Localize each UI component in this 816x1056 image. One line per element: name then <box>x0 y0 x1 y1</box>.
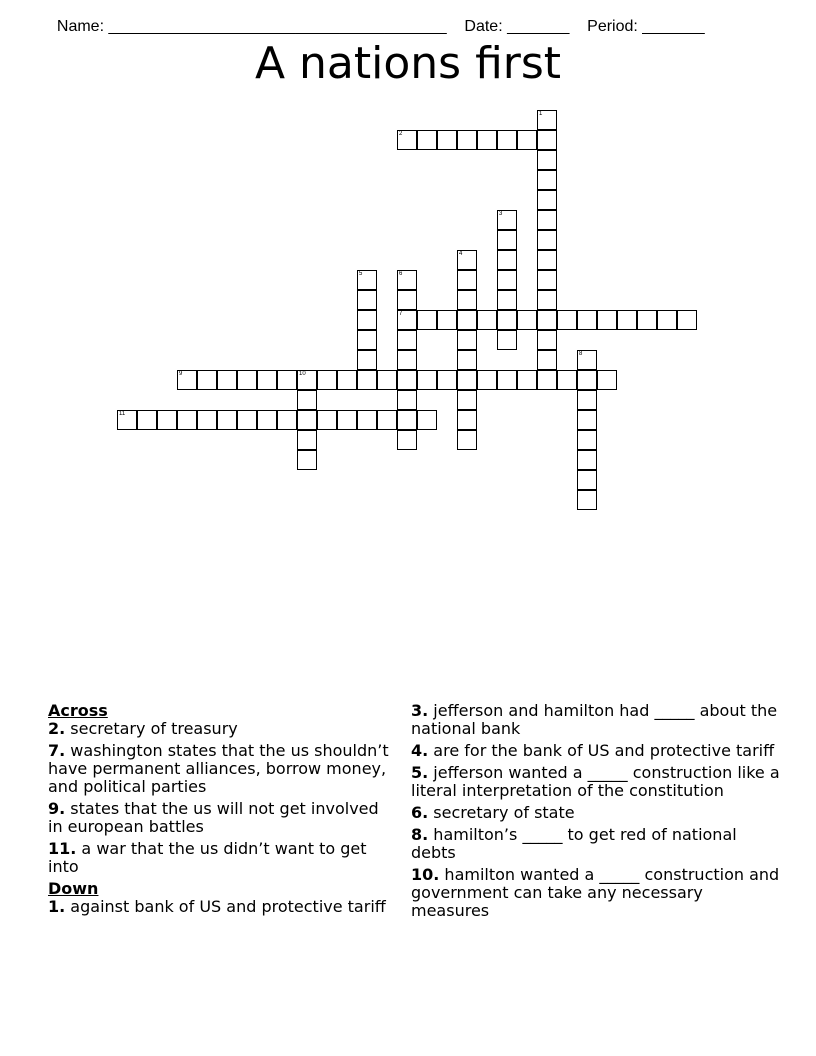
down-heading: Down <box>48 879 99 898</box>
grid-cell[interactable] <box>577 450 597 470</box>
grid-cell[interactable] <box>537 170 557 190</box>
grid-cell[interactable] <box>597 370 617 390</box>
across-heading: Across <box>48 701 108 720</box>
down-clue <box>411 866 781 920</box>
grid-cell[interactable] <box>357 370 377 390</box>
grid-cell[interactable] <box>457 250 477 270</box>
grid-cell[interactable] <box>317 370 337 390</box>
cell-number: 1 <box>539 111 543 117</box>
grid-cell[interactable] <box>397 430 417 450</box>
cell-number: 2 <box>399 131 403 137</box>
grid-cell[interactable] <box>457 330 477 350</box>
across-clue <box>48 840 398 876</box>
grid-cell[interactable] <box>577 350 597 370</box>
down-clue <box>411 702 781 738</box>
grid-cell[interactable] <box>397 330 417 350</box>
page-title: A nations first <box>254 38 562 89</box>
grid-cell[interactable] <box>357 330 377 350</box>
grid-cell[interactable] <box>537 370 557 390</box>
grid-cell[interactable] <box>497 250 517 270</box>
grid-cell[interactable] <box>397 290 417 310</box>
grid-cell[interactable] <box>397 390 417 410</box>
grid-cell[interactable] <box>537 290 557 310</box>
grid-cell[interactable] <box>137 410 157 430</box>
cell-number: 8 <box>579 351 583 357</box>
grid-cell[interactable] <box>537 330 557 350</box>
grid-cell[interactable] <box>257 410 277 430</box>
grid-cell[interactable] <box>437 370 457 390</box>
grid-cell[interactable] <box>657 310 677 330</box>
grid-cell[interactable] <box>357 350 377 370</box>
grid-cell[interactable] <box>357 410 377 430</box>
grid-cell[interactable] <box>297 370 317 390</box>
clue-number: 3. <box>411 701 429 720</box>
grid-cell[interactable] <box>537 350 557 370</box>
grid-cell[interactable] <box>477 370 497 390</box>
grid-cell[interactable] <box>457 310 477 330</box>
grid-cell[interactable] <box>457 390 477 410</box>
grid-cell[interactable] <box>337 370 357 390</box>
grid-cell[interactable] <box>177 370 197 390</box>
grid-cell[interactable] <box>397 270 417 290</box>
grid-cell[interactable] <box>157 410 177 430</box>
grid-cell[interactable] <box>497 290 517 310</box>
grid-cell[interactable] <box>277 370 297 390</box>
grid-cell[interactable] <box>537 210 557 230</box>
name-field[interactable]: Name: ______________________________________ <box>56 18 447 35</box>
grid-cell[interactable] <box>377 410 397 430</box>
grid-cell[interactable] <box>497 330 517 350</box>
clue-number: 1. <box>48 897 66 916</box>
grid-cell[interactable] <box>577 390 597 410</box>
down-clue <box>48 898 398 916</box>
clue-text: against bank of US and protective tariff <box>65 897 386 916</box>
grid-cell[interactable] <box>417 410 437 430</box>
cell-number: 10 <box>299 371 306 377</box>
cell-number: 4 <box>459 251 463 257</box>
grid-cell[interactable] <box>477 130 497 150</box>
grid-cell[interactable] <box>337 410 357 430</box>
grid-cell[interactable] <box>197 370 217 390</box>
clue-text: secretary of treasury <box>65 719 238 738</box>
grid-cell[interactable] <box>457 350 477 370</box>
grid-cell[interactable] <box>497 130 517 150</box>
clue-number: 10. <box>411 865 440 884</box>
grid-cell[interactable] <box>317 410 337 430</box>
clue-text: hamilton wanted a _____ construction and government can take any necessary measures <box>411 865 780 920</box>
grid-cell[interactable] <box>217 410 237 430</box>
down-clue <box>411 764 781 800</box>
grid-cell[interactable] <box>617 310 637 330</box>
grid-cell[interactable] <box>117 410 137 430</box>
cell-number: 3 <box>499 211 503 217</box>
grid-cell[interactable] <box>457 410 477 430</box>
grid-cell[interactable] <box>397 350 417 370</box>
grid-cell[interactable] <box>537 270 557 290</box>
clue-text: are for the bank of US and protective tariff <box>428 741 775 760</box>
grid-cell[interactable] <box>437 310 457 330</box>
across-clue <box>48 800 398 836</box>
across-clue <box>48 742 398 796</box>
grid-cell[interactable] <box>457 270 477 290</box>
grid-cell[interactable] <box>437 130 457 150</box>
grid-cell[interactable] <box>397 130 417 150</box>
clue-number: 4. <box>411 741 429 760</box>
down-clue <box>411 826 781 862</box>
grid-cell[interactable] <box>577 470 597 490</box>
grid-cell[interactable] <box>197 410 217 430</box>
grid-cell[interactable] <box>417 130 437 150</box>
clues-column-right <box>411 702 781 924</box>
grid-cell[interactable] <box>237 370 257 390</box>
clue-text: states that the us will not get involved in european battles <box>48 799 379 836</box>
down-clue-list-start <box>48 898 398 916</box>
grid-cell[interactable] <box>237 410 257 430</box>
clue-text: washington states that the us shouldn’t have permanent alliances, borrow money, and political parties <box>48 741 389 796</box>
grid-cell[interactable] <box>177 410 197 430</box>
grid-cell[interactable] <box>297 410 317 430</box>
grid-cell[interactable] <box>497 370 517 390</box>
clue-number: 8. <box>411 825 429 844</box>
grid-cell[interactable] <box>497 310 517 330</box>
clue-text: a war that the us didn’t want to get into <box>48 839 367 876</box>
grid-cell[interactable] <box>457 130 477 150</box>
grid-cell[interactable] <box>517 130 537 150</box>
grid-cell[interactable] <box>537 230 557 250</box>
grid-cell[interactable] <box>537 110 557 130</box>
grid-cell[interactable] <box>677 310 697 330</box>
grid-cell[interactable] <box>497 230 517 250</box>
grid-cell[interactable] <box>417 370 437 390</box>
period-field[interactable]: Period: _______ <box>587 18 705 35</box>
grid-cell[interactable] <box>297 430 317 450</box>
grid-cell[interactable] <box>297 450 317 470</box>
grid-cell[interactable] <box>257 370 277 390</box>
clue-number: 5. <box>411 763 429 782</box>
grid-cell[interactable] <box>537 150 557 170</box>
clue-number: 7. <box>48 741 66 760</box>
grid-cell[interactable] <box>297 390 317 410</box>
grid-cell[interactable] <box>397 310 417 330</box>
cell-number: 9 <box>179 371 183 377</box>
down-clue <box>411 742 781 760</box>
clue-text: hamilton’s _____ to get red of national debts <box>411 825 737 862</box>
grid-cell[interactable] <box>537 250 557 270</box>
clue-text: jefferson and hamilton had _____ about the national bank <box>411 701 778 738</box>
grid-cell[interactable] <box>537 190 557 210</box>
grid-cell[interactable] <box>577 310 597 330</box>
grid-cell[interactable] <box>577 430 597 450</box>
grid-cell[interactable] <box>557 310 577 330</box>
grid-cell[interactable] <box>537 130 557 150</box>
grid-cell[interactable] <box>577 370 597 390</box>
clue-number: 9. <box>48 799 66 818</box>
clue-text: secretary of state <box>428 803 575 822</box>
grid-cell[interactable] <box>357 290 377 310</box>
grid-cell[interactable] <box>377 370 397 390</box>
grid-cell[interactable] <box>537 310 557 330</box>
cell-number: 11 <box>119 411 126 417</box>
grid-cell[interactable] <box>497 210 517 230</box>
grid-cell[interactable] <box>637 310 657 330</box>
grid-cell[interactable] <box>357 310 377 330</box>
grid-cell[interactable] <box>517 370 537 390</box>
grid-cell[interactable] <box>397 410 417 430</box>
grid-cell[interactable] <box>277 410 297 430</box>
down-clue <box>411 804 781 822</box>
grid-cell[interactable] <box>217 370 237 390</box>
grid-cell[interactable] <box>597 310 617 330</box>
grid-cell[interactable] <box>397 370 417 390</box>
grid-cell[interactable] <box>497 270 517 290</box>
grid-cell[interactable] <box>517 310 537 330</box>
across-clue-list <box>48 720 398 876</box>
grid-cell[interactable] <box>557 370 577 390</box>
grid-cell[interactable] <box>457 430 477 450</box>
clue-number: 6. <box>411 803 429 822</box>
cell-number: 5 <box>359 271 363 277</box>
across-clue <box>48 720 398 738</box>
clue-number: 2. <box>48 719 66 738</box>
grid-cell[interactable] <box>477 310 497 330</box>
cell-number: 7 <box>399 311 403 317</box>
clue-text: jefferson wanted a _____ construction like a literal interpretation of the constitution <box>411 763 780 800</box>
clues-column-left <box>48 702 398 920</box>
cell-number: 6 <box>399 271 403 277</box>
clue-number: 11. <box>48 839 77 858</box>
grid-cell[interactable] <box>577 410 597 430</box>
grid-cell[interactable] <box>457 290 477 310</box>
grid-cell[interactable] <box>577 490 597 510</box>
grid-cell[interactable] <box>457 370 477 390</box>
down-clue-list-continued <box>411 702 781 920</box>
date-field[interactable]: Date: _______ <box>464 18 570 35</box>
grid-cell[interactable] <box>357 270 377 290</box>
grid-cell[interactable] <box>417 310 437 330</box>
